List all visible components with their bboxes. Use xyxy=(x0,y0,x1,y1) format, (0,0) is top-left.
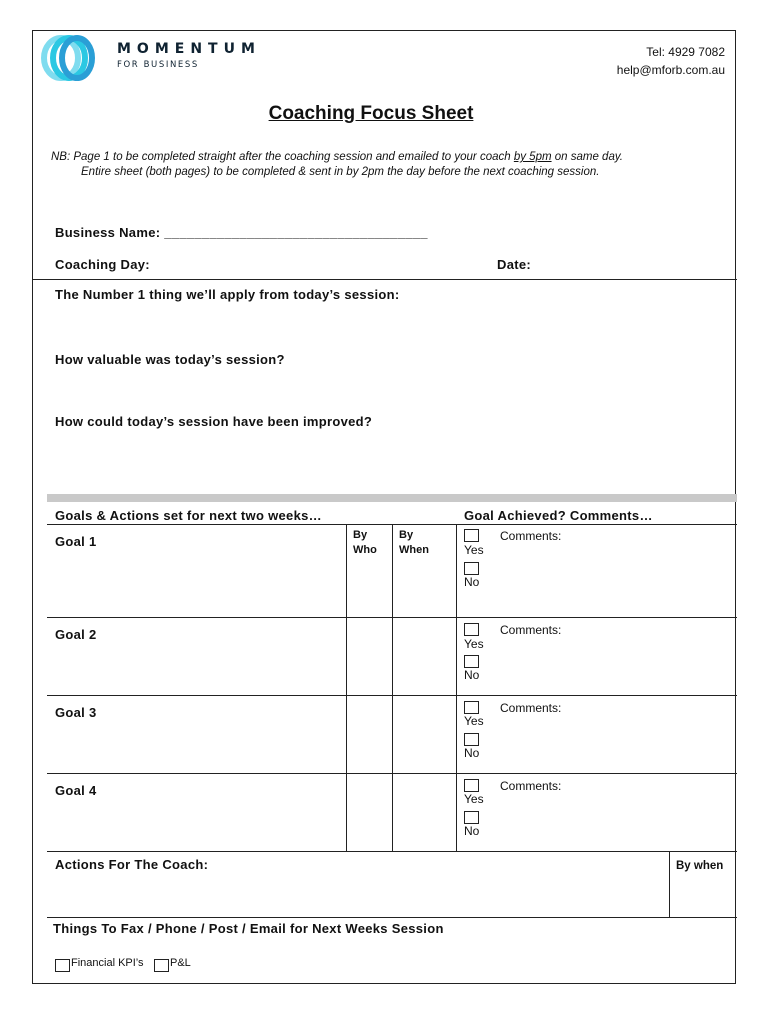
note-deadline: by 5pm xyxy=(513,151,552,163)
goal4-comments[interactable]: Comments: xyxy=(500,779,562,793)
goal-label: Goal 1 xyxy=(55,534,97,549)
divider xyxy=(33,279,737,280)
email-text[interactable]: help@mforb.com.au xyxy=(616,63,725,77)
goal-label: Goal 3 xyxy=(55,705,97,720)
by-who-line1: By xyxy=(353,529,368,541)
goal3-comments[interactable]: Comments: xyxy=(500,701,562,715)
financial-kpis-checkbox[interactable] xyxy=(55,959,70,972)
goal4-no-label: No xyxy=(464,824,480,838)
section-separator-bar xyxy=(47,494,737,502)
goal2-no-checkbox[interactable] xyxy=(464,655,479,668)
brand-tagline: FOR BUSINESS xyxy=(117,60,199,70)
improved-question: How could today’s session have been improved? xyxy=(55,414,373,429)
tel-text: Tel: 4929 7082 xyxy=(646,45,725,59)
pl-checkbox[interactable] xyxy=(154,959,169,972)
by-when-line2: When xyxy=(399,544,429,556)
coaching-focus-sheet xyxy=(32,30,736,984)
goal1-no-label: No xyxy=(464,575,480,589)
goals-header: Goals & Actions set for next two weeks… xyxy=(55,508,322,523)
goal4-yes-checkbox[interactable] xyxy=(464,779,479,792)
divider xyxy=(47,917,737,918)
goal2-comments[interactable]: Comments: xyxy=(500,623,562,637)
coach-by-when-header: By when xyxy=(676,860,724,872)
goal4-yes-label: Yes xyxy=(464,792,484,806)
by-who-header xyxy=(353,528,377,558)
goal2-yes-checkbox[interactable] xyxy=(464,623,479,636)
goal2-no-label: No xyxy=(464,668,480,682)
by-when-line1: By xyxy=(399,529,414,541)
coach-actions-label: Actions For The Coach: xyxy=(55,857,209,872)
divider xyxy=(669,851,670,917)
goal3-yes-label: Yes xyxy=(464,714,484,728)
divider xyxy=(47,851,737,852)
goal-label: Goal 2 xyxy=(55,627,97,642)
page-title: Coaching Focus Sheet xyxy=(268,103,474,124)
valuable-question: How valuable was today’s session? xyxy=(55,352,285,367)
number1-question: The Number 1 thing we’ll apply from today’s session: xyxy=(55,287,400,302)
goal3-no-label: No xyxy=(464,746,480,760)
note-suffix: on same day. xyxy=(551,151,623,163)
date-field[interactable]: Date: xyxy=(497,257,532,272)
goal2-yes-label: Yes xyxy=(464,637,484,651)
financial-kpis-label: Financial KPI’s xyxy=(71,957,144,969)
business-name-field[interactable]: Business Name: ___________________________________ xyxy=(55,225,428,240)
note-prefix: NB: Page 1 to be completed straight after the coaching session and emailed to your coach xyxy=(51,151,514,163)
momentum-logo-icon xyxy=(37,33,107,83)
goal3-yes-checkbox[interactable] xyxy=(464,701,479,714)
by-who-line2: Who xyxy=(353,544,377,556)
goal1-yes-label: Yes xyxy=(464,543,484,557)
goal-label: Goal 4 xyxy=(55,783,97,798)
instruction-note-line2: Entire sheet (both pages) to be completed & sent in by 2pm the day before the next coaching session. xyxy=(81,166,600,178)
by-when-header xyxy=(399,528,429,558)
goal1-comments[interactable]: Comments: xyxy=(500,529,562,543)
divider xyxy=(346,524,347,851)
coaching-day-field[interactable]: Coaching Day: xyxy=(55,257,150,272)
goal4-no-checkbox[interactable] xyxy=(464,811,479,824)
goal-achieved-header: Goal Achieved? Comments… xyxy=(464,508,653,523)
contact-block xyxy=(617,43,725,79)
goal3-no-checkbox[interactable] xyxy=(464,733,479,746)
divider xyxy=(456,524,457,851)
instruction-note-line1 xyxy=(51,151,623,163)
things-to-send-label: Things To Fax / Phone / Post / Email for Next Weeks Session xyxy=(53,921,444,936)
goal1-yes-checkbox[interactable] xyxy=(464,529,479,542)
brand-name: MOMENTUM xyxy=(117,41,261,57)
divider xyxy=(392,524,393,851)
goal1-no-checkbox[interactable] xyxy=(464,562,479,575)
pl-label: P&L xyxy=(170,957,191,969)
